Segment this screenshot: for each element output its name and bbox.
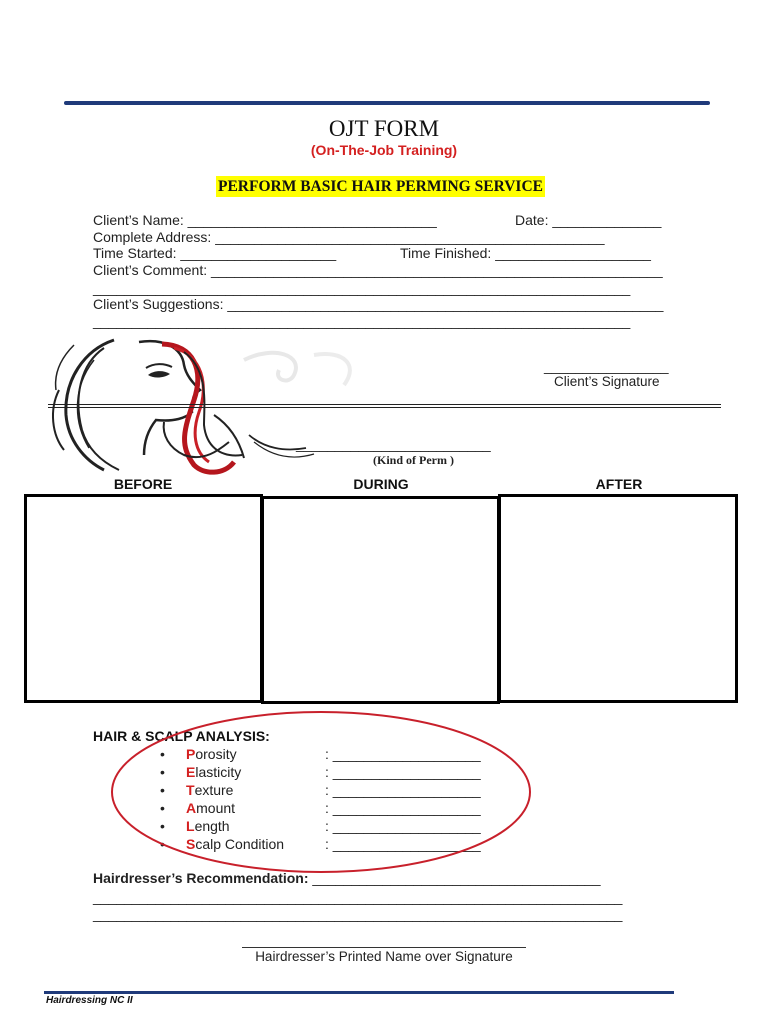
client-name-blank[interactable]: ________________________________	[187, 212, 437, 228]
amount-blank[interactable]: ___________________	[332, 800, 481, 816]
bullet: •	[160, 836, 165, 852]
date-field[interactable]	[515, 212, 661, 229]
suggestions-blank[interactable]: ________________________________________________________	[227, 296, 664, 312]
bullet: •	[160, 782, 165, 798]
hairdresser-printed-name-label: Hairdresser’s Printed Name over Signature	[255, 949, 513, 964]
address-blank[interactable]: __________________________________________________	[215, 229, 605, 245]
top-rule	[64, 101, 710, 105]
bullet: •	[160, 764, 165, 780]
bullet: •	[160, 800, 165, 816]
bottom-rule	[44, 991, 674, 994]
comment-blank-line-2[interactable]: _____________________________________________________________________	[93, 280, 631, 296]
date-label: Date:	[515, 212, 549, 228]
analysis-title: HAIR & SCALP ANALYSIS:	[93, 728, 270, 744]
after-label: AFTER	[595, 476, 643, 492]
hairdresser-signature-line[interactable]	[242, 947, 526, 948]
during-photo-box[interactable]	[261, 496, 500, 704]
before-label: BEFORE	[113, 476, 173, 492]
porosity-blank[interactable]: ___________________	[332, 746, 481, 762]
suggestions-label: Client’s Suggestions:	[93, 296, 224, 312]
address-label: Complete Address:	[93, 229, 212, 245]
comment-field[interactable]	[93, 262, 663, 279]
suggestions-blank-line-2[interactable]: _____________________________________________________________________	[93, 313, 631, 329]
address-field[interactable]	[93, 229, 605, 246]
red-circle-annotation	[108, 708, 534, 876]
recommendation-label: Hairdresser’s Recommendation:	[93, 870, 309, 886]
footer-text: Hairdressing NC II	[46, 995, 133, 1006]
analysis-item-porosity[interactable]: • Porosity : ___________________	[160, 746, 481, 762]
suggestions-field[interactable]	[93, 296, 663, 313]
analysis-item-texture[interactable]: • Texture : ___________________	[160, 782, 481, 798]
comment-label: Client’s Comment:	[93, 262, 208, 278]
analysis-item-amount[interactable]: • Amount : ___________________	[160, 800, 481, 816]
kind-of-perm-label: (Kind of Perm )	[373, 453, 454, 467]
woman-face-illustration	[44, 330, 364, 480]
elasticity-blank[interactable]: ___________________	[332, 764, 481, 780]
client-name-field[interactable]	[93, 212, 437, 229]
before-photo-box[interactable]	[24, 494, 263, 703]
recommendation-field[interactable]	[93, 870, 601, 887]
client-signature-label: Client’s Signature	[554, 374, 660, 389]
texture-blank[interactable]: ___________________	[332, 782, 481, 798]
recommendation-blank-line-3[interactable]: ____________________________________________________________________	[93, 906, 623, 922]
time-finished-label: Time Finished:	[400, 245, 492, 261]
client-signature-blank[interactable]: ________________	[544, 358, 669, 374]
service-title: PERFORM BASIC HAIR PERMING SERVICE	[218, 178, 543, 195]
time-started-label: Time Started:	[93, 245, 177, 261]
divider-line-top	[48, 404, 721, 405]
form-subtitle: (On-The-Job Training)	[310, 142, 458, 158]
analysis-item-elasticity[interactable]: • Elasticity : ___________________	[160, 764, 481, 780]
client-name-label: Client’s Name:	[93, 212, 184, 228]
length-blank[interactable]: ___________________	[332, 818, 481, 834]
divider-line-bottom	[48, 407, 721, 408]
after-photo-box[interactable]	[498, 494, 738, 703]
time-started-blank[interactable]: ____________________	[180, 245, 337, 261]
during-label: DURING	[353, 476, 409, 492]
bullet: •	[160, 818, 165, 834]
kind-of-perm-blank[interactable]: _________________________	[296, 436, 491, 452]
scalp-condition-blank[interactable]: ___________________	[332, 836, 481, 852]
analysis-item-scalp-condition[interactable]: • Scalp Condition : ___________________	[160, 836, 481, 852]
recommendation-blank-line-2[interactable]: ____________________________________________________________________	[93, 889, 623, 905]
time-finished-blank[interactable]: ____________________	[495, 245, 651, 261]
time-finished-field[interactable]	[400, 245, 651, 262]
analysis-item-length[interactable]: • Length : ___________________	[160, 818, 481, 834]
recommendation-blank[interactable]: _____________________________________	[312, 870, 601, 886]
time-started-field[interactable]	[93, 245, 336, 262]
bullet: •	[160, 746, 165, 762]
form-title: OJT FORM	[328, 116, 440, 141]
date-blank[interactable]: ______________	[552, 212, 662, 228]
comment-blank[interactable]: __________________________________________________________	[211, 262, 663, 278]
